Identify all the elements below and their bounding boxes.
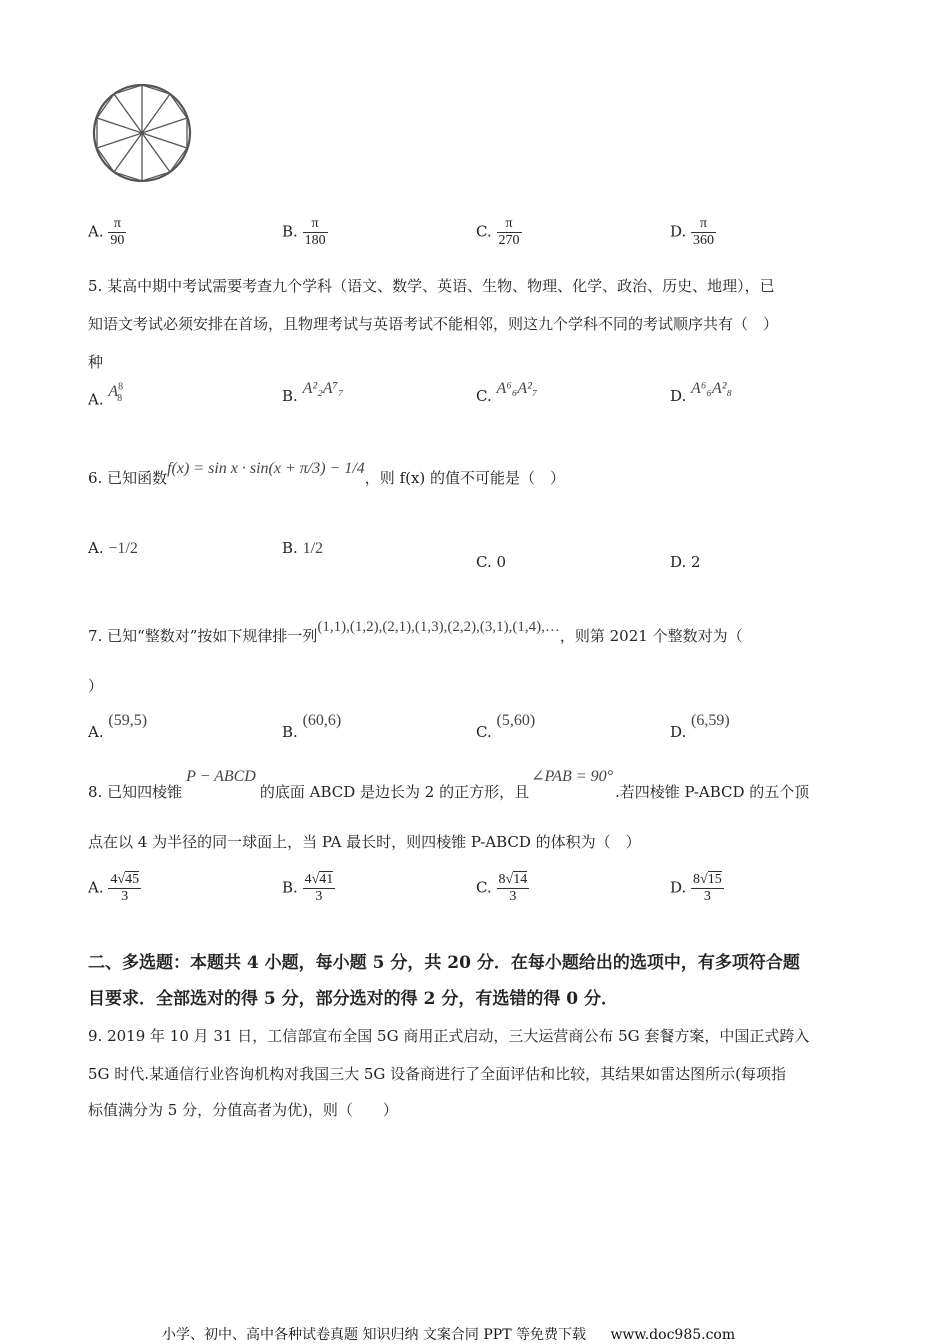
q8-line2: 点在以 4 为半径的同一球面上，当 PA 最长时，则四棱锥 P-ABCD 的体积为（ ） — [88, 833, 641, 851]
option-label: B. — [282, 222, 298, 241]
option-label: D. — [670, 387, 687, 405]
q4-option-a[interactable] — [88, 216, 126, 249]
q8-stem: 8. 已知四棱锥P − ABCD的底面 ABCD 是边长为 2 的正方形，且∠PAB = 90°.若四棱锥 P-ABCD 的五个顶 — [88, 768, 810, 801]
section2-heading-line1: 二、多选题：本题共 4 小题，每小题 5 分，共 20 分．在每小题给出的选项中，有多项符合题 — [88, 953, 800, 973]
option-expr: A²₂A⁷₇ — [302, 380, 344, 397]
q5-option-a[interactable] — [88, 382, 124, 417]
angle-expression: ∠PAB = 90° — [531, 768, 613, 785]
q5-line2: 知语文考试必须安排在首场，且物理考试与英语考试不能相邻，则这九个学科不同的考试顺序共有（ ） — [88, 315, 779, 333]
q9-line1: 9. 2019 年 10 月 31 日，工信部宣布全国 5G 商用正式启动，三大运营商公布 5G 套餐方案，中国正式跨入 — [88, 1027, 810, 1045]
option-label: B. — [282, 878, 298, 897]
q5-line1: 5. 某高中期中考试需要考查九个学科（语文、数学、英语、生物、物理、化学、政治、历史、地理），已 — [88, 277, 775, 295]
q8-option-c[interactable] — [476, 872, 529, 905]
option-label: B. — [282, 387, 298, 405]
q6-option-b[interactable] — [282, 538, 323, 559]
option-expr: 1/2 — [302, 540, 324, 557]
q7-line2: ） — [88, 677, 104, 695]
option-label: A. — [88, 539, 104, 557]
circle-figure — [88, 82, 198, 186]
option-expr: $A^8_8$ — [108, 382, 124, 404]
footer-text: 小学、初中、高中各种试卷真题 知识归纳 文案合同 PPT 等免费下载 — [162, 1327, 586, 1343]
fraction: $\frac{\pi}{90}$ — [110, 216, 125, 248]
option-label: A. — [88, 222, 104, 241]
q6-stem: 6. 已知函数f(x) = sin x · sin(x + π/3) − 1/4，则 f(x) 的值不可能是（ ） — [88, 460, 566, 487]
sequence-expression: (1,1),(1,2),(2,1),(1,3),(2,2),(3,1),(1,4),… — [317, 619, 560, 635]
fraction: $\frac{8√14}{3}$ — [498, 872, 528, 904]
function-expression: f(x) = sin x · sin(x + π/3) − 1/4 — [167, 460, 365, 477]
q4-option-c[interactable] — [476, 216, 522, 249]
q8-option-b[interactable] — [282, 872, 335, 905]
pyramid-name: P − ABCD — [186, 768, 256, 785]
q7-option-a[interactable] — [88, 710, 148, 741]
q7-option-c[interactable] — [476, 710, 536, 741]
q5-option-c[interactable] — [476, 380, 538, 407]
q9-line2: 5G 时代.某通信行业咨询机构对我国三大 5G 设备商进行了全面评估和比较，其结果如雷达图所示(每项指 — [88, 1065, 786, 1083]
fraction: $\frac{8√15}{3}$ — [693, 872, 722, 904]
option-label: C. — [476, 387, 492, 405]
option-label: D. — [670, 878, 687, 897]
option-label: D. — [670, 222, 687, 241]
fraction: $\frac{\pi}{180}$ — [304, 216, 326, 248]
option-expr: (6,59) — [691, 712, 730, 729]
q8-option-d[interactable] — [670, 872, 724, 905]
option-expr: A⁶₆A²₈ — [691, 380, 733, 397]
option-label: B. — [282, 539, 298, 557]
option-label: C. — [476, 222, 492, 241]
fraction: $\frac{4√41}{3}$ — [304, 872, 334, 904]
q5-option-b[interactable] — [282, 380, 344, 407]
footer-link[interactable]: www.doc985.com — [610, 1327, 736, 1343]
q6-option-c[interactable]: C. 0 — [476, 553, 507, 571]
fraction: $\frac{\pi}{270}$ — [498, 216, 520, 248]
page-footer — [162, 1324, 735, 1344]
q6-option-a[interactable] — [88, 538, 138, 559]
option-label: D. — [670, 723, 687, 741]
q4-option-b[interactable] — [282, 216, 328, 249]
option-label: A. — [88, 723, 104, 741]
q5-option-d[interactable] — [670, 380, 733, 407]
option-expr: (5,60) — [496, 712, 536, 729]
option-label: A. — [88, 878, 104, 897]
q7-option-d[interactable] — [670, 710, 730, 741]
section2-heading-line2: 目要求．全部选对的得 5 分，部分选对的得 2 分，有选错的得 0 分． — [88, 989, 618, 1009]
q5-line3: 种 — [88, 353, 104, 371]
fraction: $\frac{\pi}{360}$ — [693, 216, 715, 248]
option-label: C. — [476, 723, 492, 741]
q8-option-a[interactable] — [88, 872, 141, 905]
option-expr: (60,6) — [302, 712, 342, 729]
option-label: A. — [88, 390, 104, 409]
q4-option-d[interactable] — [670, 216, 716, 249]
q7-stem: 7. 已知“整数对”按如下规律排一列(1,1),(1,2),(2,1),(1,3),(2,2),(3,1),(1,4),…，则第 2021 个整数对为（ — [88, 619, 743, 645]
option-expr: (59,5) — [108, 712, 148, 729]
option-expr: A⁶₆A²₇ — [496, 380, 538, 397]
q7-option-b[interactable] — [282, 710, 342, 741]
q6-option-d[interactable]: D. 2 — [670, 553, 701, 571]
option-label: B. — [282, 723, 298, 741]
fraction: $\frac{4√45}{3}$ — [110, 872, 140, 904]
q9-line3: 标值满分为 5 分，分值高者为优)，则（ ） — [88, 1101, 398, 1119]
option-expr: −1/2 — [108, 540, 138, 557]
option-label: C. — [476, 878, 492, 897]
